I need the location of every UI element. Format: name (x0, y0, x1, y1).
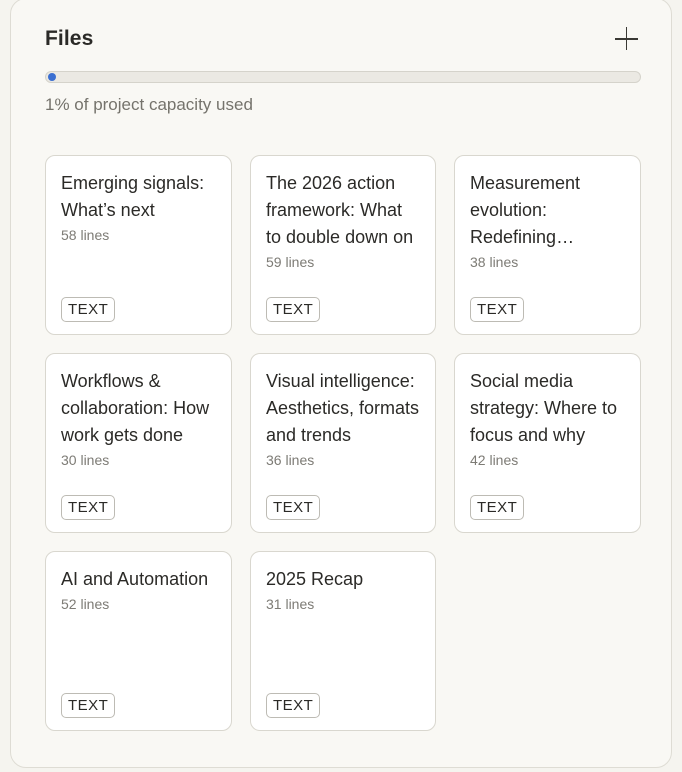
file-card[interactable] (45, 551, 232, 731)
file-line-count: 31 lines (266, 596, 315, 612)
file-type-badge: TEXT (61, 693, 115, 718)
file-title: 2025 Recap (266, 569, 364, 589)
file-card[interactable] (45, 155, 232, 335)
file-line-count: 38 lines (470, 254, 519, 270)
file-type-badge: TEXT (266, 495, 320, 520)
file-card[interactable] (454, 353, 641, 533)
file-type-badge: TEXT (61, 297, 115, 322)
file-card[interactable] (250, 155, 436, 335)
file-line-count: 30 lines (61, 452, 110, 468)
file-type-badge: TEXT (470, 495, 524, 520)
file-card[interactable] (250, 551, 436, 731)
capacity-text: 1% of project capacity used (45, 95, 253, 114)
files-header (45, 25, 641, 53)
capacity-progress-bar (45, 71, 641, 83)
file-card[interactable] (454, 155, 641, 335)
files-panel (10, 0, 672, 768)
file-title: Visual intelligence: Aesthetics, formats and trends (266, 371, 420, 445)
file-type-badge: TEXT (266, 297, 320, 322)
file-title: The 2026 action framework: What to double down on (266, 173, 414, 247)
capacity-progress-fill (48, 73, 56, 81)
file-title: Emerging signals: What’s next (61, 173, 205, 220)
panel-title: Files (45, 27, 94, 50)
file-title: Workflows & collaboration: How work gets done (61, 371, 210, 445)
file-line-count: 58 lines (61, 227, 110, 243)
file-type-badge: TEXT (61, 495, 115, 520)
file-grid (45, 155, 641, 731)
file-card[interactable] (45, 353, 232, 533)
file-type-badge: TEXT (266, 693, 320, 718)
file-line-count: 36 lines (266, 452, 315, 468)
file-title: Measurement evolution: Redefining (470, 173, 581, 247)
file-line-count: 59 lines (266, 254, 315, 270)
file-type-badge: TEXT (470, 297, 524, 322)
file-title: Social media strategy: Where to focus and why (470, 371, 618, 445)
file-line-count: 42 lines (470, 452, 519, 468)
add-file-button[interactable] (613, 25, 641, 53)
file-line-count: 52 lines (61, 596, 110, 612)
file-card[interactable] (250, 353, 436, 533)
file-title: AI and Automation (61, 569, 209, 589)
